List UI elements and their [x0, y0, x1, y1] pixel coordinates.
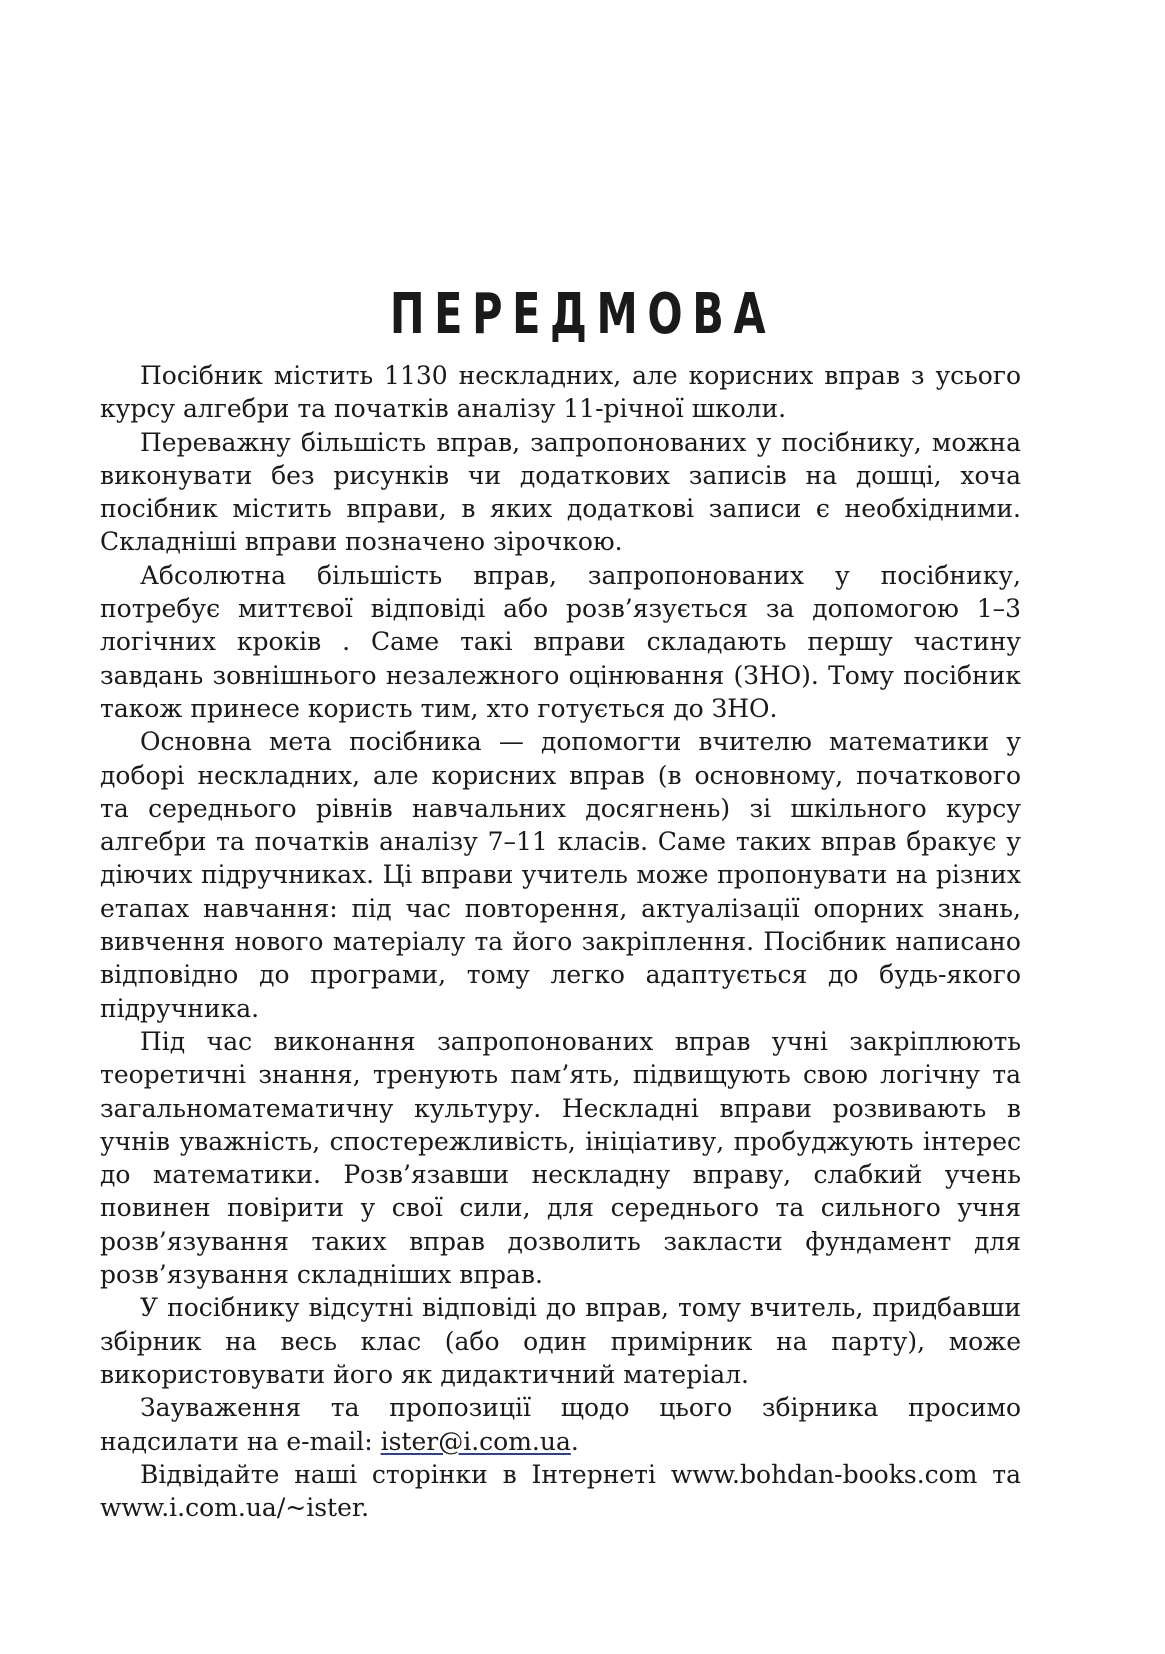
paragraph-8: Відвідайте наші сторінки в Інтернеті www.bohdan-books.com та www.i.com.ua/~ister.	[100, 1459, 1021, 1523]
paragraph-7-text: Зауваження та пропозиції щодо цього збірника просимо надсилати на e-mail:	[100, 1393, 1021, 1456]
paragraph-6: У посібнику відсутні відповіді до вправ, тому вчитель, придбавши збірник на весь клас (або один примірник на парту), може використовувати його як дидактичний матеріал.	[100, 1293, 1021, 1389]
email-link[interactable]: ister@i.com.ua	[380, 1426, 571, 1456]
paragraph-1: Посібник містить 1130 нескладних, але корисних вправ з усього курсу алгебри та початків аналізу 11-річної школи.	[100, 361, 1021, 424]
paragraph-2: Переважну більшість вправ, запропонованих у посібнику, можна виконувати без рисунків чи додаткових записів на дошці, хоча посібник містить вправи, в яких додаткові записи є необхідними. Складніші вправи позначено зірочкою.	[100, 427, 1021, 557]
page-title: ПЕРЕДМОВА	[389, 282, 776, 347]
preface-body	[100, 359, 1021, 1524]
paragraph-7-end: .	[570, 1426, 579, 1456]
paragraph-7	[100, 1391, 1021, 1458]
paragraph-4: Основна мета посібника — допомогти вчителю математики у доборі нескладних, але корисних вправ (в основному, початкового та середнього рівнів навчальних досягнень) зі шкільного курсу алгебри та початків аналізу 7–11 класів. Саме таких вправ бракує у діючих підручниках. Ці вправи учитель може пропонувати на різних етапах навчання: під час повторення, актуалізації опорних знань, вивчення нового матеріалу та його закріплення. Посібник написано відповідно до програми, тому легко адаптується до будь-якого підручника.	[100, 727, 1021, 1023]
paragraph-5: Під час виконання запропонованих вправ учні закріплюють теоретичні знання, тренують пам’ять, підвищують свою логічну та загальноматематичну культуру. Нескладні вправи розвивають в учнів уважність, спостережливість, ініціативу, пробуджують інтерес до математики. Розв’язавши нескладну вправу, слабкий учень повинен повірити у свої сили, для середнього та сильного учня розв’язування таких вправ дозволить закласти фундамент для розв’язування складніших вправ.	[100, 1026, 1021, 1290]
paragraph-3: Абсолютна більшість вправ, запропонованих у посібнику, потребує миттєвої відповіді або розв’язується за допомогою 1–3 логічних кроків . Саме такі вправи складають першу частину завдань зовнішнього незалежного оцінювання (ЗНО). Тому посібник також принесе користь тим, хто готується до ЗНО.	[100, 560, 1021, 723]
